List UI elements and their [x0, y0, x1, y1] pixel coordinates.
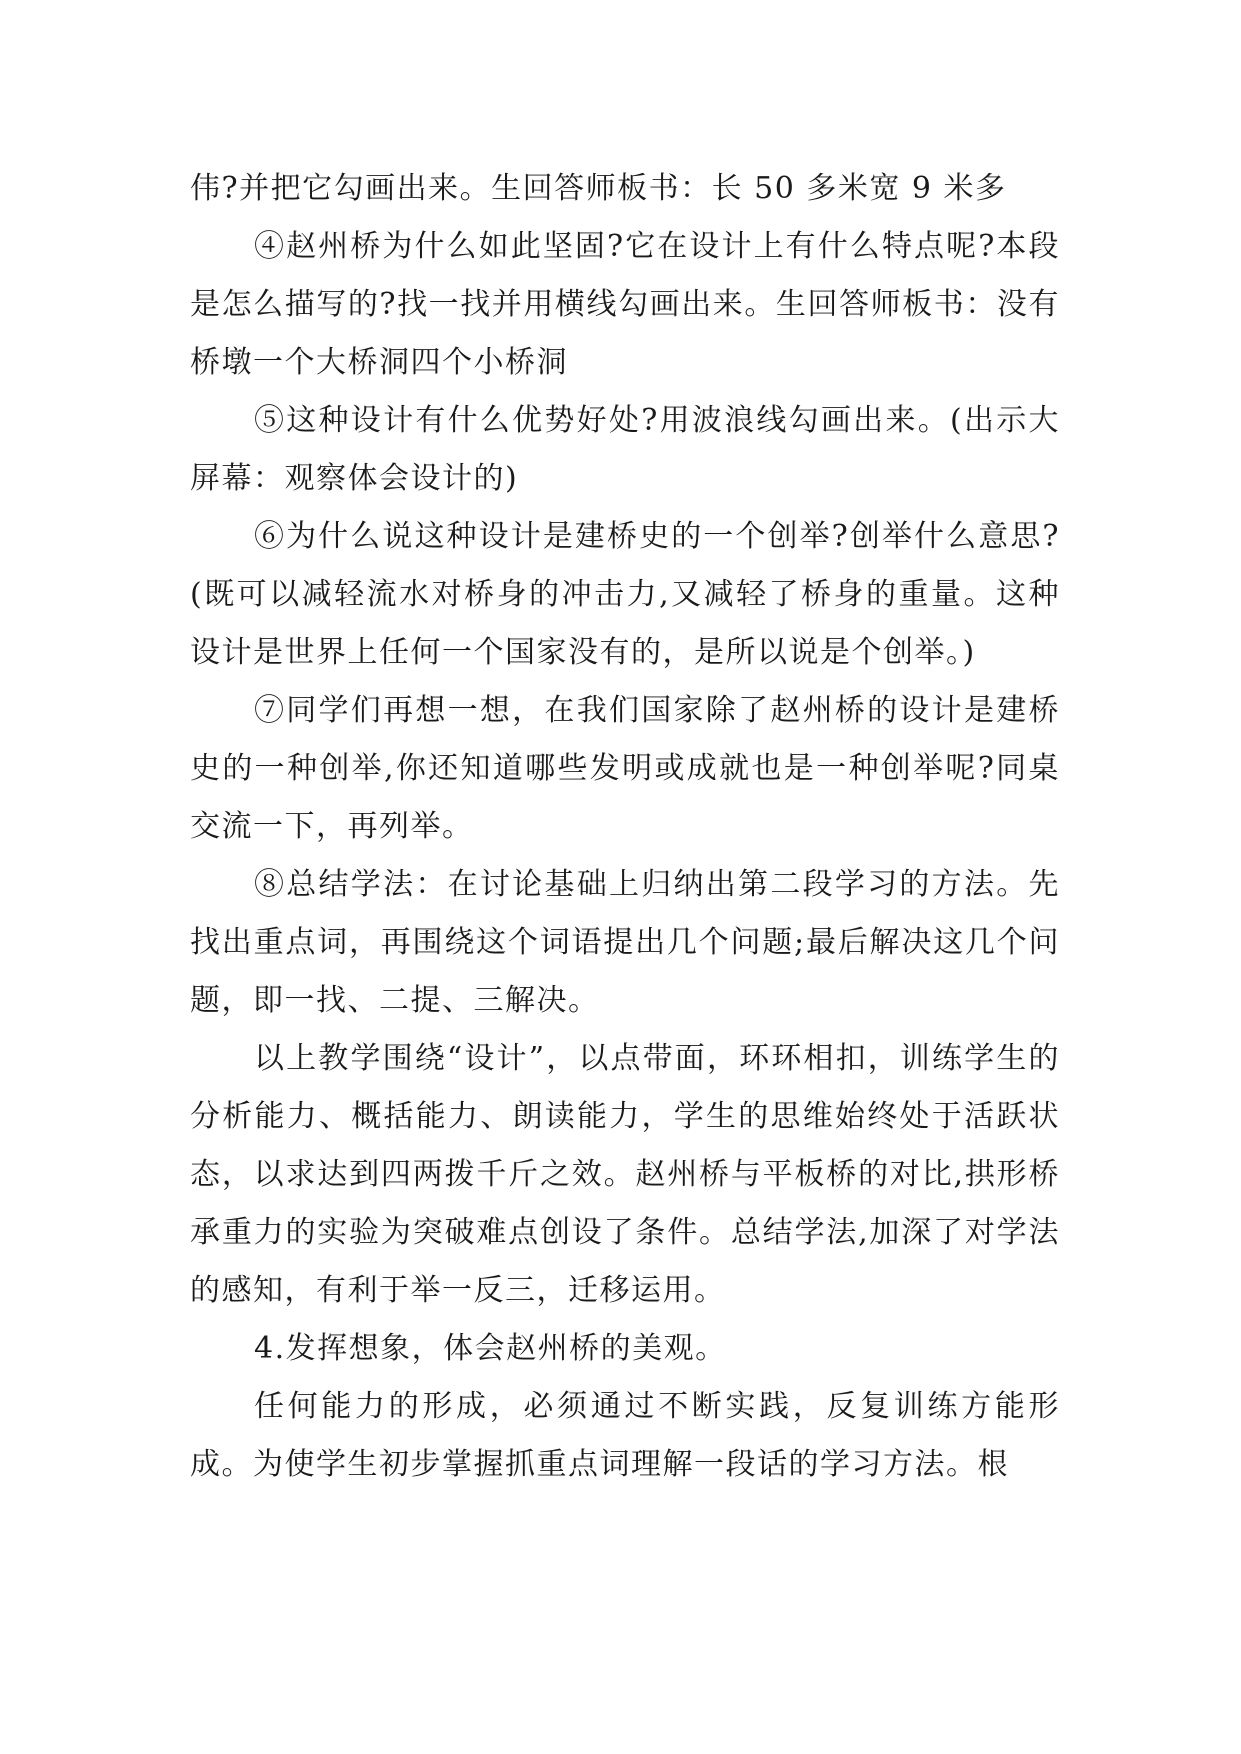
paragraph-item-4: ④赵州桥为什么如此坚固?它在设计上有什么特点呢?本段是怎么描写的?找一找并用横线勾画出来。生回答师板书：没有桥墩一个大桥洞四个小桥洞	[190, 229, 1060, 380]
paragraph-continuation: 伟?并把它勾画出来。生回答师板书：长 50 多米宽 9 米多	[190, 171, 1007, 206]
document-body	[190, 160, 1060, 1494]
paragraph-item-6: ⑥为什么说这种设计是建桥史的一个创举?创举什么意思?(既可以减轻流水对桥身的冲击力,又减轻了桥身的重量。这种设计是世界上任何一个国家没有的，是所以说是个创举。)	[190, 519, 1060, 670]
paragraph-item-8: ⑧总结学法：在讨论基础上归纳出第二段学习的方法。先找出重点词，再围绕这个词语提出几个问题;最后解决这几个问题，即一找、二提、三解决。	[190, 867, 1060, 1018]
paragraph-practice: 任何能力的形成，必须通过不断实践，反复训练方能形成。为使学生初步掌握抓重点词理解一段话的学习方法。根	[190, 1389, 1060, 1482]
section-heading-4: 4.发挥想象，体会赵州桥的美观。	[254, 1331, 727, 1366]
paragraph-summary: 以上教学围绕“设计”，以点带面，环环相扣，训练学生的分析能力、概括能力、朗读能力，学生的思维始终处于活跃状态，以求达到四两拨千斤之效。赵州桥与平板桥的对比,拱形桥承重力的实验为突破难点创设了条件。总结学法,加深了对学法的感知，有利于举一反三，迁移运用。	[190, 1041, 1060, 1308]
paragraph-item-7: ⑦同学们再想一想，在我们国家除了赵州桥的设计是建桥史的一种创举,你还知道哪些发明或成就也是一种创举呢?同桌交流一下，再列举。	[190, 693, 1060, 844]
paragraph-item-5: ⑤这种设计有什么优势好处?用波浪线勾画出来。(出示大屏幕：观察体会设计的)	[190, 403, 1060, 496]
